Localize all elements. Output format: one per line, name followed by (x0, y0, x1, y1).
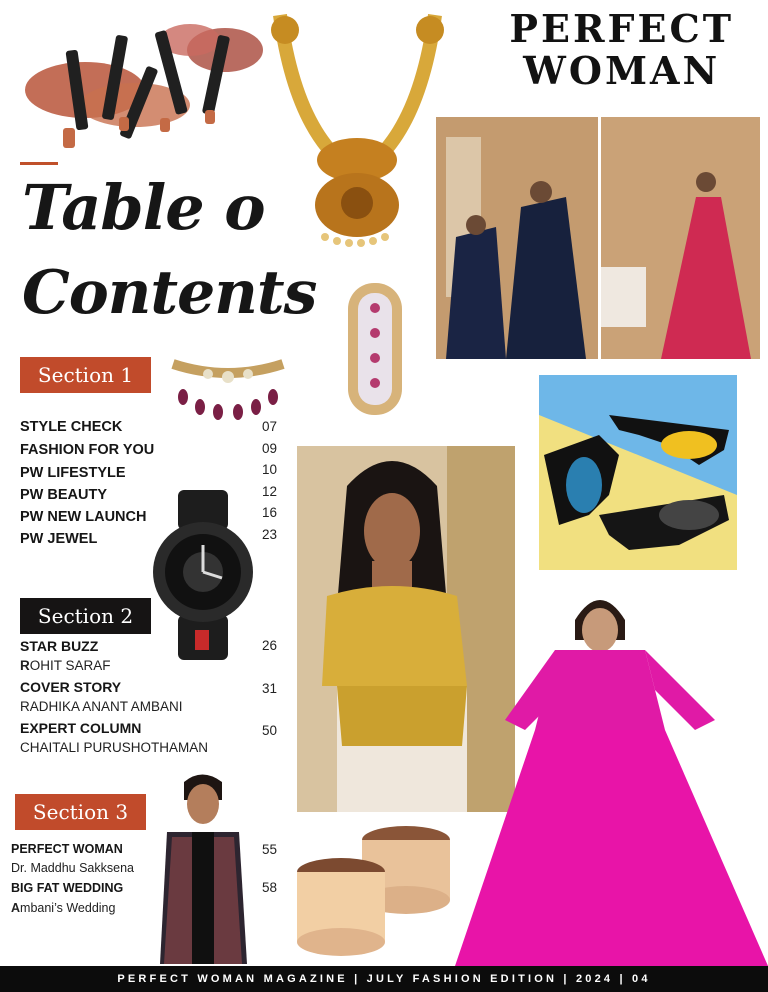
page-title-line1: Table o (22, 172, 265, 244)
toc-item-subtitle: CHAITALI PURUSHOTHAMAN (20, 740, 209, 755)
toc-item-subtitle: RADHIKA ANANT AMBANI (20, 699, 183, 714)
title-line1-clip (22, 172, 268, 252)
toc-item-title[interactable]: STYLE CHECK (20, 419, 123, 435)
toc-item-title[interactable]: PW NEW LAUNCH (20, 509, 147, 525)
title-accent-line (20, 162, 58, 165)
choker-image (168, 352, 288, 422)
toc-item-subtitle: Dr. Maddhu Sakksena (11, 861, 134, 875)
toc-item-page: 58 (262, 880, 278, 895)
toc-item-subtitle (20, 658, 111, 673)
masthead-line1: PERFECT (509, 6, 734, 51)
necklace-image (265, 5, 450, 250)
toc-item-title[interactable]: PW JEWEL (20, 531, 98, 547)
toc-item-title[interactable]: PW LIFESTYLE (20, 465, 126, 481)
toc-item-page: 16 (262, 505, 278, 520)
toc-item-page: 31 (262, 681, 278, 696)
footer-bar: PERFECT WOMAN MAGAZINE | JULY FASHION EDITION | 2024 | 04 (0, 966, 768, 992)
toc-item-title[interactable]: COVER STORY (20, 679, 122, 695)
male-celebrity-image (152, 772, 254, 964)
lipsticks-image (15, 10, 270, 150)
toc-item-page: 50 (262, 723, 278, 738)
toc-item-title[interactable]: STAR BUZZ (20, 638, 99, 654)
toc-item-page: 55 (262, 842, 278, 857)
masthead-line2: WOMAN (523, 48, 721, 93)
toc-item-page: 10 (262, 462, 278, 477)
toc-item-page: 07 (262, 419, 278, 434)
bracelet-image (340, 278, 410, 420)
toc-item-subtitle (11, 901, 115, 915)
section-3-tag: Section 3 (15, 794, 146, 830)
toc-item-page: 23 (262, 527, 278, 542)
outfit-navy-image (436, 117, 598, 359)
toc-item-subtitle-initial: R (20, 658, 30, 673)
toc-item-page: 26 (262, 638, 278, 653)
toc-item-title[interactable]: BIG FAT WEDDING (11, 881, 124, 895)
sunglasses-image (539, 375, 737, 570)
toc-item-title[interactable]: PERFECT WOMAN (11, 842, 123, 856)
masthead (509, 8, 734, 92)
toc-item-subtitle-rest: mbani’s Wedding (20, 901, 116, 915)
page-title-line2: Contents (22, 258, 317, 328)
pink-gown-image (455, 580, 768, 966)
toc-item-subtitle-rest: OHIT SARAF (29, 658, 111, 673)
toc-item-page: 12 (262, 484, 278, 499)
toc-item-subtitle-initial: A (11, 901, 21, 915)
outfit-pink-lehenga-image (601, 117, 760, 359)
toc-item-title[interactable]: PW BEAUTY (20, 487, 107, 503)
toc-item-page: 09 (262, 441, 278, 456)
section-2-tag: Section 2 (20, 598, 151, 634)
toc-item-title[interactable]: FASHION FOR YOU (20, 442, 155, 458)
toc-item-title[interactable]: EXPERT COLUMN (20, 720, 142, 736)
watch-image (150, 490, 260, 660)
cream-jars-image (296, 820, 452, 960)
section-1-tag: Section 1 (20, 357, 151, 393)
